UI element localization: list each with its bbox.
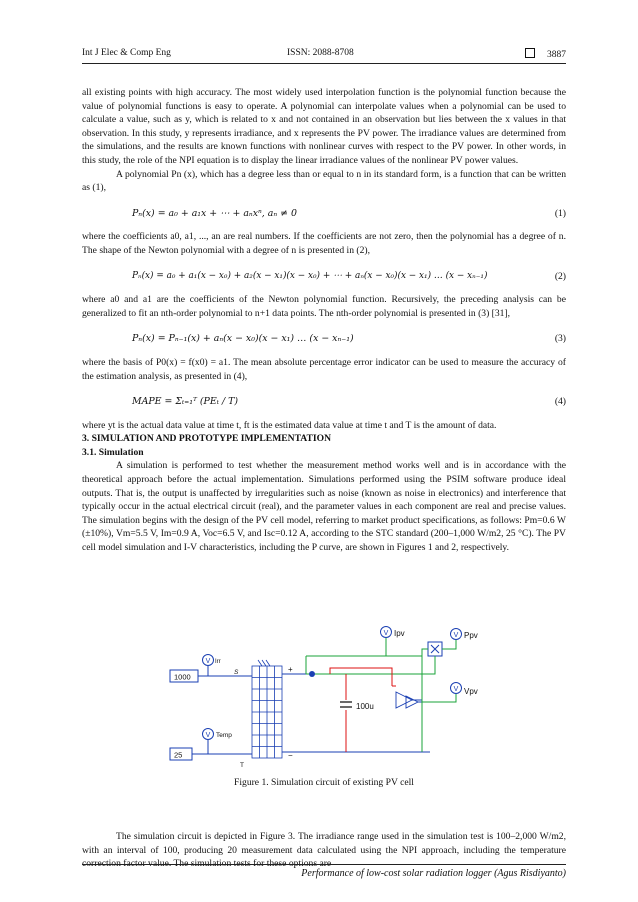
paragraph-4: where a0 and a1 are the coefficients of the Newton polynomial function. Recursively, the preceding analysis can be generalized to fit an nth-order polynomial to n+1 data points. The nth-order polynomial is presented in (3) [31], [82, 294, 566, 319]
header-rule [82, 63, 566, 64]
ipv-label: Ipv [394, 629, 405, 638]
t-terminal-label: T [240, 762, 244, 769]
equation-1-formula: Pₙ(x) = a₀ + a₁x + ⋯ + aₙxⁿ, aₙ ≠ 0 [132, 207, 297, 219]
paragraph-2: A polynomial Pn (x), which has a degree less than or equal to n in its standard form, is a function that can be written as (1), [82, 168, 566, 194]
ppv-label: Ppv [464, 631, 478, 640]
page-number-value: 3887 [547, 50, 566, 60]
equation-2-formula: Pₙ(x) = a₀ + a₁(x − x₀) + a₂(x − x₁)(x − x₀) + ⋯ + aₙ(x − x₀)(x − x₁) … (x − xₙ₋₁) [132, 270, 488, 281]
temp-voltmeter-v: V [205, 732, 211, 739]
irr-label: Irr [215, 659, 221, 665]
running-header [82, 48, 566, 62]
irr-voltmeter-v: V [205, 658, 211, 665]
equation-1-number: (1) [554, 207, 566, 219]
equation-4 [82, 395, 566, 409]
vpv-meter-v: V [453, 686, 459, 693]
equation-2-number: (2) [554, 270, 566, 282]
minus-terminal: − [288, 751, 293, 760]
pv-panel-icon [252, 660, 282, 758]
equation-3-number: (3) [554, 333, 566, 345]
ipv-meter-v: V [383, 630, 389, 637]
issn: ISSN: 2088-8708 [287, 48, 354, 58]
paragraph-3: where the coefficients a0, a1, ..., an are real numbers. If the coefficients are not zero, then the polynomial has a degree of n. The shape of the Newton polynomial with a degree of n is presented in (2), [82, 231, 566, 256]
pv-circuit-figure [160, 622, 490, 772]
journal-name: Int J Elec & Comp Eng [82, 48, 171, 58]
ppv-meter-v: V [453, 632, 459, 639]
article-body [82, 86, 566, 555]
subsection-heading: 3.1. Simulation [82, 446, 144, 458]
plus-terminal: + [288, 665, 293, 674]
paragraph-7: A simulation is performed to test whether the measurement method works well and is in accordance with the theoretical approach before the actual implementation. Simulations performed using the PSIM software produce ideal outputs. That is, the output is unaffected by irregularities such as noise (known as noise in electronics) and interference that typically occur in the actual electrical circuit (real), and the parameter values in each component are real and precise values. The simulation begins with the design of the PV cell model, referring to market product specifications, as follows: Pm=0.6 W (±10%), Vm=5.5 V, Im=0.9 A, Voc=6.5 V, and Isc=0.12 A, according to the STC standard (200–1,000 W/m2, 25 °C). The PV cell model simulation and I-V characteristics, including the P curve, are shown in Figures 1 and 2, respectively. [82, 460, 566, 554]
paragraph-8-text: The simulation circuit is depicted in Figure 3. The irradiance range used in the simulation test is 100–2,000 W/m2, with an interval of 100, producing 20 measurement data calculated using the NPI approach, including the temperature correction factor value. The simulation tests for these options are [82, 831, 566, 870]
temp-label: Temp [216, 732, 232, 739]
irradiance-input-value: 1000 [174, 672, 191, 682]
paragraph-1: all existing points with high accuracy. The most widely used interpolation function is the polynomial function because the value of polynomial functions is easy to operate. A polynomial can interpolate values when a polynomial can be used to calculate a value, such as y, which is related to x and not contained in an observation but lies between the x values in that observation. In this study, y represents irradiance, and x represents the PV power. The irradiance values are determined from the simulations, and the results are known functions with nonlinear curves with respect to the PV power. In other words, in this study, the role of the NPI equation is to display the linear irradiance values of the nonlinear PV power values. [82, 87, 566, 166]
equation-4-number: (4) [554, 396, 566, 408]
equation-4-formula: MAPE = Σₜ₌₁ᵀ (PEₜ / T) [132, 396, 239, 408]
capacitor-icon [340, 702, 352, 707]
page-number [525, 48, 566, 60]
paragraph-5: where the basis of P0(x) = f(x0) = a1. The mean absolute percentage error indicator can be used to measure the accuracy of the estimation analysis, as presented in (4), [82, 356, 566, 382]
s-terminal-label: S [234, 669, 239, 676]
equation-2 [82, 270, 566, 284]
section-heading: 3. SIMULATION AND PROTOTYPE IMPLEMENTATION [82, 433, 332, 445]
figure-caption: Figure 1. Simulation circuit of existing PV cell [234, 777, 414, 788]
capacitor-label: 100u [356, 702, 374, 711]
temperature-input-value: 25 [174, 750, 183, 760]
running-footer: Performance of low-cost solar radiation logger (Agus Risdiyanto) [301, 868, 566, 879]
equation-1 [82, 207, 566, 221]
paragraph-6: where yt is the actual data value at time t, ft is the estimated data value at time t and T is the amount of data. [82, 419, 497, 431]
equation-3 [82, 332, 566, 346]
footer-rule [82, 864, 566, 865]
checkbox-icon [525, 48, 535, 58]
vpv-label: Vpv [464, 687, 478, 696]
node-icon [309, 671, 315, 677]
equation-3-formula: Pₙ(x) = Pₙ₋₁(x) + aₙ(x − x₀)(x − x₁) … (x − xₙ₋₁) [132, 333, 354, 345]
